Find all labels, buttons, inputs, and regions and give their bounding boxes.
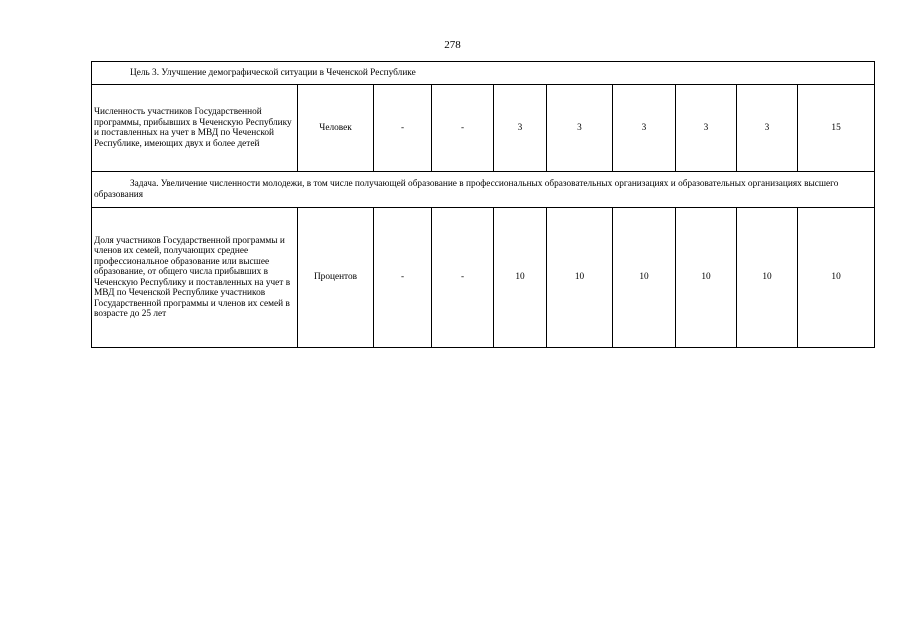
indicator-unit: Человек — [298, 85, 374, 172]
indicator-value: 10 — [737, 208, 798, 348]
indicator-unit: Процентов — [298, 208, 374, 348]
indicator-value: 10 — [494, 208, 547, 348]
indicator-total: 15 — [798, 85, 875, 172]
indicator-name: Доля участников Государственной программы и членов их семей, получающих среднее профессиональное образование или высшее образование, от общего числа прибывших в Чеченскую Республику и поставленных на учет в МВД по Чеченской Республике участников Государственной программы и членов их семей в возрасте до 25 лет — [92, 208, 298, 348]
indicator-value: - — [432, 85, 494, 172]
indicator-name: Численность участников Государственной программы, прибывших в Чеченскую Республику и поставленных на учет в МВД по Чеченской Республике, имеющих двух и более детей — [92, 85, 298, 172]
table-row — [92, 208, 875, 348]
goal-heading-row — [92, 62, 875, 85]
indicator-value: 10 — [547, 208, 613, 348]
indicator-value: - — [374, 85, 432, 172]
indicator-value: 3 — [676, 85, 737, 172]
indicator-value: 10 — [676, 208, 737, 348]
indicator-value: 10 — [613, 208, 676, 348]
indicator-total: 10 — [798, 208, 875, 348]
indicator-value: - — [432, 208, 494, 348]
goal-heading: Цель 3. Улучшение демографической ситуации в Чеченской Республике — [130, 67, 416, 78]
page-number: 278 — [444, 39, 461, 51]
indicator-value: - — [374, 208, 432, 348]
indicator-value: 3 — [494, 85, 547, 172]
indicator-value: 3 — [547, 85, 613, 172]
indicator-value: 3 — [737, 85, 798, 172]
indicator-table — [91, 61, 875, 348]
task-heading-row — [92, 172, 875, 208]
goal-heading-cell — [92, 62, 875, 85]
table-row — [92, 85, 875, 172]
task-heading: Задача. Увеличение численности молодежи, в том числе получающей образование в профессиональных образовательных организациях и образовательных организациях высшего образования — [92, 172, 875, 208]
indicator-value: 3 — [613, 85, 676, 172]
